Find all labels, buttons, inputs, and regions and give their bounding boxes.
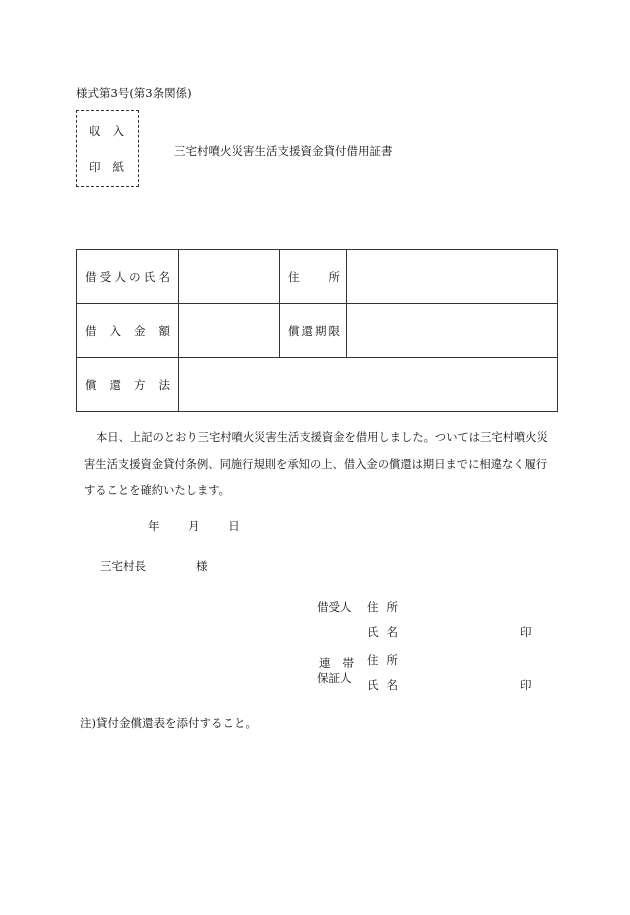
- borrower-label: 借受人: [317, 600, 352, 614]
- loan-amount-field[interactable]: [179, 304, 280, 358]
- borrower-name-label: 借受人の氏名: [77, 250, 179, 304]
- loan-details-table: [76, 249, 558, 412]
- borrower-name-sign-label: 氏名: [367, 625, 406, 639]
- date-line: 年 月 日: [148, 519, 240, 533]
- guarantor-label-line2: 保証人: [317, 671, 352, 685]
- borrower-seal-mark: 印: [520, 625, 532, 639]
- address-label: 住 所: [280, 250, 347, 304]
- stamp-label-bottom: 印紙: [89, 160, 136, 174]
- revenue-stamp-box: [76, 110, 139, 187]
- table-row: [77, 358, 558, 412]
- repayment-method-label: 償還方法: [77, 358, 179, 412]
- borrower-address-label: 住所: [367, 600, 406, 614]
- addressee-mayor: 三宅村長: [100, 559, 146, 573]
- attachment-note: 注)貸付金償還表を添付すること。: [80, 716, 257, 730]
- guarantor-seal-mark: 印: [520, 678, 532, 692]
- borrower-name-field[interactable]: [179, 250, 280, 304]
- stamp-label-top: 収入: [89, 124, 136, 138]
- guarantor-name-sign-label: 氏名: [367, 678, 406, 692]
- loan-amount-label: 借入金額: [77, 304, 179, 358]
- address-field[interactable]: [347, 250, 558, 304]
- repayment-deadline-field[interactable]: [347, 304, 558, 358]
- addressee-honorific: 様: [196, 559, 208, 573]
- document-title: 三宅村噴火災害生活支援資金貸付借用証書: [174, 144, 393, 158]
- guarantor-label-line1: 連帯: [319, 656, 366, 670]
- repayment-deadline-label: 償還期限: [280, 304, 347, 358]
- guarantor-address-label: 住所: [367, 653, 406, 667]
- declaration-paragraph: 本日、上記のとおり三宅村噴火災害生活支援資金を借用しました。ついては三宅村噴火災害生活支援資金貸付条例、同施行規則を承知の上、借入金の償還は期日までに相違なく履行することを確約いたします。: [84, 431, 548, 497]
- repayment-method-field[interactable]: [179, 358, 558, 412]
- table-row: [77, 250, 558, 304]
- table-row: [77, 304, 558, 358]
- form-number: 様式第3号(第3条関係): [76, 86, 192, 100]
